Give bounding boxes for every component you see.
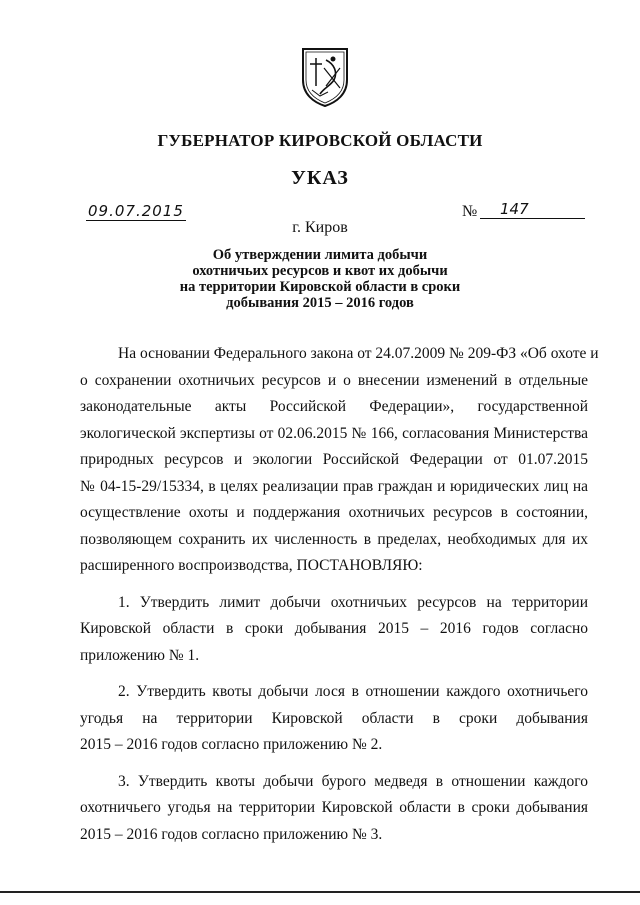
title-line: Об утверждении лимита добычи (212, 247, 428, 263)
page-bottom-rule (0, 891, 640, 893)
clause-1-paragraph (80, 590, 588, 670)
body-line: 2. Утвердить квоты добычи лося в отношении каждого охотничьего (118, 683, 588, 700)
body-line: Кировской области в сроки добывания 2015 – 2016 годов согласно (80, 620, 588, 637)
body-line: 2015 – 2016 годов согласно приложению № 2. (80, 736, 383, 753)
body-line: охотничьего угодья на территории Кировской области в сроки добывания (80, 799, 588, 816)
body-line: природных ресурсов и экологии Российской Федерации от 01.07.2015 (80, 451, 588, 468)
title-line: охотничьих ресурсов и квот их добычи (192, 263, 448, 279)
body-line: 1. Утвердить лимит добычи охотничьих ресурсов на территории (118, 593, 588, 611)
body-line: 2015 – 2016 годов согласно приложению № 3. (80, 825, 383, 843)
number-sign: № (462, 203, 478, 220)
body-line: угодья на территории Кировской области в сроки добывания (80, 709, 588, 727)
body-line: экологической экспертизы от 02.06.2015 № 166, согласования Министерства (80, 424, 588, 442)
clause-3-paragraph (80, 769, 588, 849)
body-line: На основании Федерального закона от 24.07.2009 № 209-ФЗ «Об охоте и (118, 345, 599, 362)
body-line: № 04-15-29/15334, в целях реализации прав граждан и юридических лиц на (80, 477, 588, 495)
document-title (160, 247, 480, 311)
document-type-heading: УКАЗ (291, 167, 349, 189)
body-line: осуществление охоты и поддержания охотничьих ресурсов в состоянии, (80, 504, 588, 521)
organization-heading: ГУБЕРНАТОР КИРОВСКОЙ ОБЛАСТИ (157, 131, 483, 150)
body-line: позволяющем сохранить их численность в пределах, необходимых для их (80, 530, 588, 548)
body-line: о сохранении охотничьих ресурсов и о внесении изменений в отдельные (80, 371, 588, 389)
document-date: 09.07.2015 (86, 202, 186, 221)
title-line: на территории Кировской области в сроки (179, 279, 461, 295)
city-line: г. Киров (292, 219, 348, 236)
body-line: расширенного воспроизводства, ПОСТАНОВЛЯЮ: (80, 557, 423, 574)
preamble-paragraph (80, 341, 599, 580)
body-line: законодательные акты Российской Федерации», государственной (80, 398, 588, 415)
document-body (80, 341, 599, 848)
body-line: приложению № 1. (80, 646, 200, 664)
body-line: 3. Утвердить квоты добычи бурого медведя в отношении каждого (118, 772, 588, 790)
clause-2-paragraph (80, 679, 588, 759)
coat-of-arms-icon (300, 46, 350, 108)
title-line: добывания 2015 – 2016 годов (226, 295, 414, 311)
document-number: 147 (480, 200, 585, 219)
